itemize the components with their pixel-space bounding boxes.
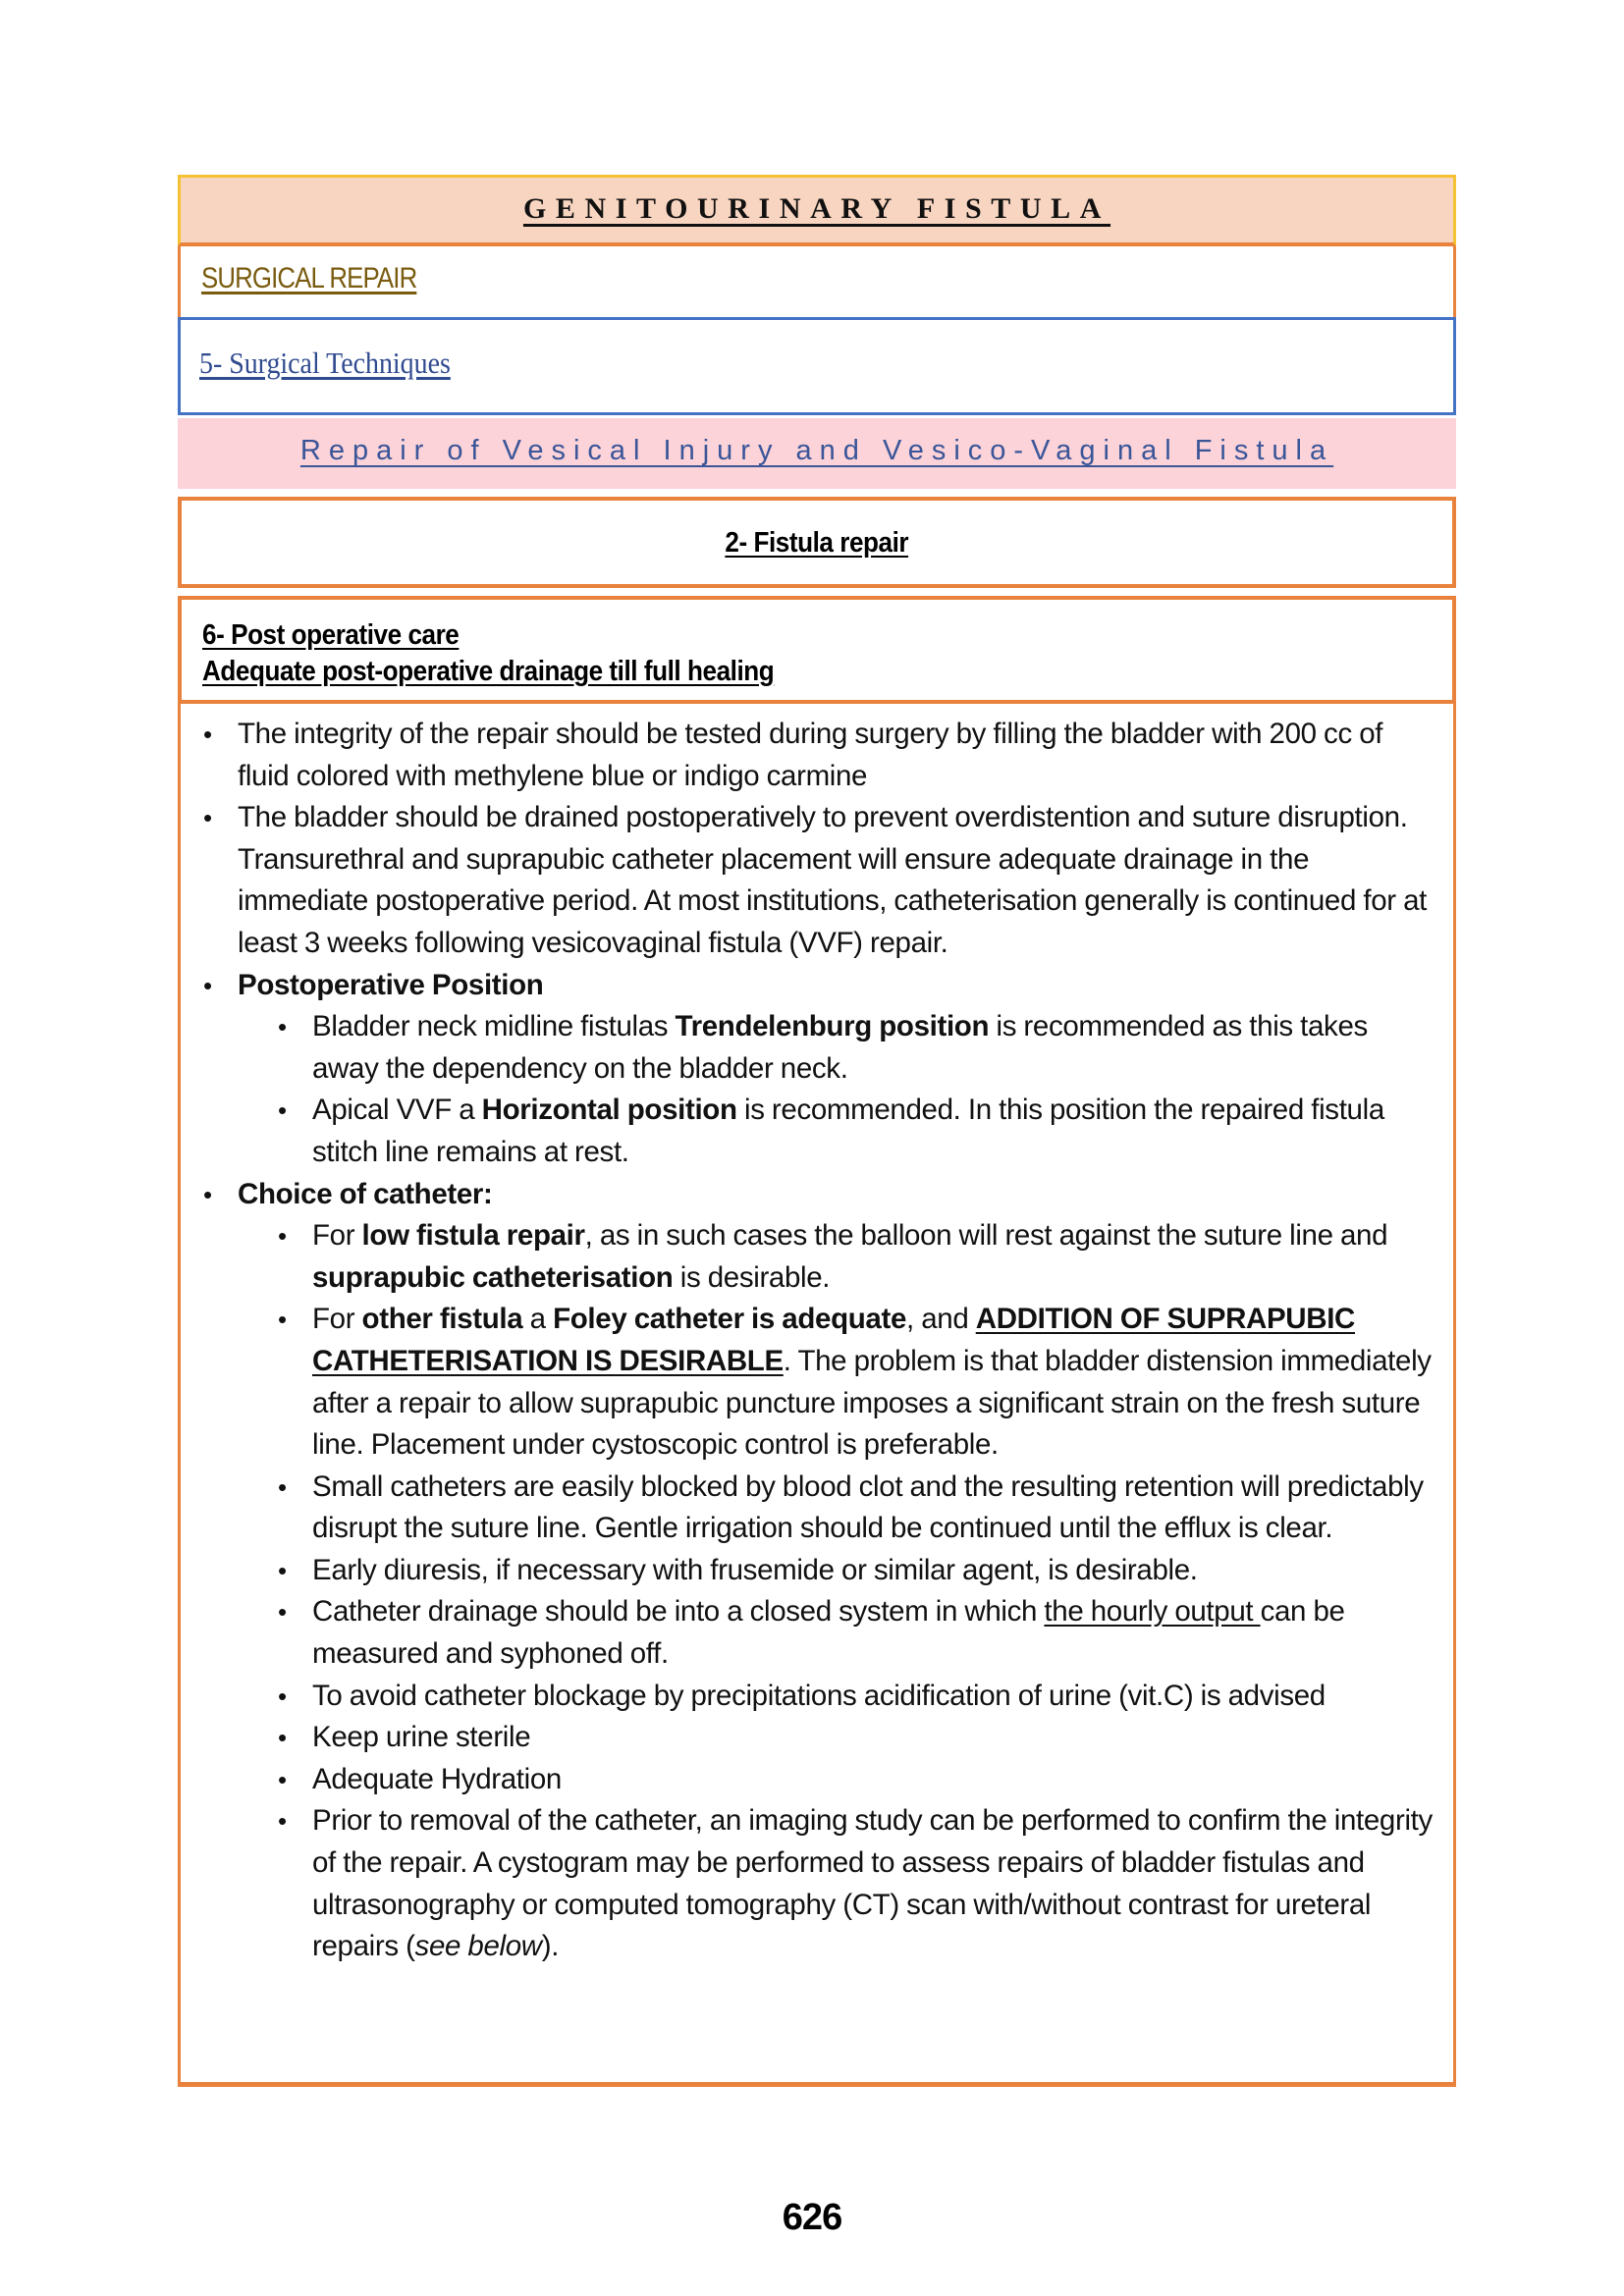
post-op-heading: 6- Post operative care xyxy=(202,619,460,651)
list-item xyxy=(181,1717,1453,1759)
subtopic-title: 2- Fistula repair xyxy=(725,527,909,559)
list-item xyxy=(181,1800,1453,1967)
bullet-icon: • xyxy=(278,1806,288,1837)
bullet-icon: • xyxy=(278,1221,288,1252)
list-item xyxy=(181,1299,1453,1466)
content-box xyxy=(178,704,1456,2087)
list-item-text: The bladder should be drained postoperatively to prevent overdistention and suture disruption. Transurethral and suprapubic catheter placement will ensure adequate drainage in the immediate postoperative period. At most institutions, catheterisation generally is continued for at least 3 weeks following vesicovaginal fistula (VVF) repair. xyxy=(238,801,1427,959)
page-number: 626 xyxy=(782,2197,842,2238)
list-item-text: Prior to removal of the catheter, an imaging study can be performed to confirm the integrity of the repair. A cystogram may be performed to assess repairs of bladder fistulas and ultrasonography or computed tomography (CT) scan with/without contrast for ureteral repairs (see below). xyxy=(312,1804,1433,1963)
list-item xyxy=(181,1090,1453,1173)
list-item xyxy=(181,1550,1453,1592)
subtopic-box xyxy=(178,497,1456,588)
bullet-icon: • xyxy=(278,1597,288,1628)
nested-bullet-list xyxy=(181,1006,1453,1173)
list-item-text: Early diuresis, if necessary with frusemide or similar agent, is desirable. xyxy=(312,1553,1198,1586)
list-item-text: Catheter drainage should be into a closed system in which the hourly output can be measured and syphoned off. xyxy=(312,1595,1345,1671)
content-body xyxy=(181,714,1453,1968)
section-row xyxy=(178,246,1456,317)
bullet-list xyxy=(181,1174,1453,1216)
list-item xyxy=(181,714,1453,797)
list-item-text: Keep urine sterile xyxy=(312,1721,531,1754)
list-item-title: Choice of catheter: xyxy=(238,1177,493,1210)
list-item-text: Apical VVF a Horizontal position is recommended. In this position the repaired fistula stitch line remains at rest. xyxy=(312,1094,1384,1168)
list-item-choice-of-catheter xyxy=(181,1174,1453,1216)
bullet-icon: • xyxy=(278,1555,288,1585)
list-item-text: Bladder neck midline fistulas Trendelenburg position is recommended as this takes away the dependency on the bladder neck. xyxy=(312,1010,1368,1085)
bullet-icon: • xyxy=(278,1681,288,1711)
list-item-title: Postoperative Position xyxy=(238,968,544,1001)
bullet-icon: • xyxy=(278,1305,288,1335)
bullet-icon: • xyxy=(203,720,213,749)
section-link-surgical-repair[interactable]: SURGICAL REPAIR xyxy=(201,262,417,294)
bullet-icon: • xyxy=(278,1095,288,1126)
bullet-icon: • xyxy=(203,803,213,833)
topic-band xyxy=(178,418,1456,489)
nested-bullet-list xyxy=(181,1215,1453,1968)
list-item-text: Small catheters are easily blocked by blood clot and the resulting retention will predictably disrupt the suture line. Gentle irrigation should be continued until the efflux is clear. xyxy=(312,1469,1424,1545)
bullet-icon: • xyxy=(203,1179,213,1209)
list-item xyxy=(181,1591,1453,1675)
list-item xyxy=(181,1215,1453,1299)
list-item-text: The integrity of the repair should be tested during surgery by filling the bladder with 200 cc of fluid colored with methylene blue or indigo carmine xyxy=(238,718,1383,792)
list-item xyxy=(181,1759,1453,1801)
bullet-icon: • xyxy=(278,1012,288,1042)
bullet-icon: • xyxy=(278,1471,288,1502)
list-item xyxy=(181,1006,1453,1090)
list-item xyxy=(181,1467,1453,1550)
list-item-text: For low fistula repair, as in such cases the balloon will rest against the suture line and suprapubic catheterisation is desirable. xyxy=(312,1219,1388,1294)
bullet-list xyxy=(181,714,1453,1006)
chapter-title: GENITOURINARY FISTULA xyxy=(522,192,1111,225)
topic-link-vesical-injury[interactable]: Repair of Vesical Injury and Vesico-Vaginal Fistula xyxy=(299,435,1334,466)
bullet-icon: • xyxy=(278,1764,288,1794)
list-item xyxy=(181,1676,1453,1718)
subsection-row xyxy=(178,317,1456,415)
list-item-text: Adequate Hydration xyxy=(312,1762,562,1795)
document-header xyxy=(178,175,1456,246)
list-item-text: To avoid catheter blockage by precipitations acidification of urine (vit.C) is advised xyxy=(312,1679,1326,1712)
subsection-link-surgical-techniques[interactable]: 5- Surgical Techniques xyxy=(199,346,451,380)
list-item xyxy=(181,797,1453,964)
post-op-subheading: Adequate post-operative drainage till full healing xyxy=(202,656,775,687)
post-op-heading-box xyxy=(178,596,1456,704)
list-item-text: For other fistula a Foley catheter is adequate, and ADDITION OF SUPRAPUBIC CATHETERISATION IS DESIRABLE. The problem is that bladder distension immediately after a repair to allow suprapubic puncture imposes a significant strain on the fresh suture line. Placement under cystoscopic control is preferable. xyxy=(312,1303,1432,1462)
bullet-icon: • xyxy=(203,970,213,1000)
bullet-icon: • xyxy=(278,1723,288,1753)
list-item-postoperative-position xyxy=(181,965,1453,1007)
